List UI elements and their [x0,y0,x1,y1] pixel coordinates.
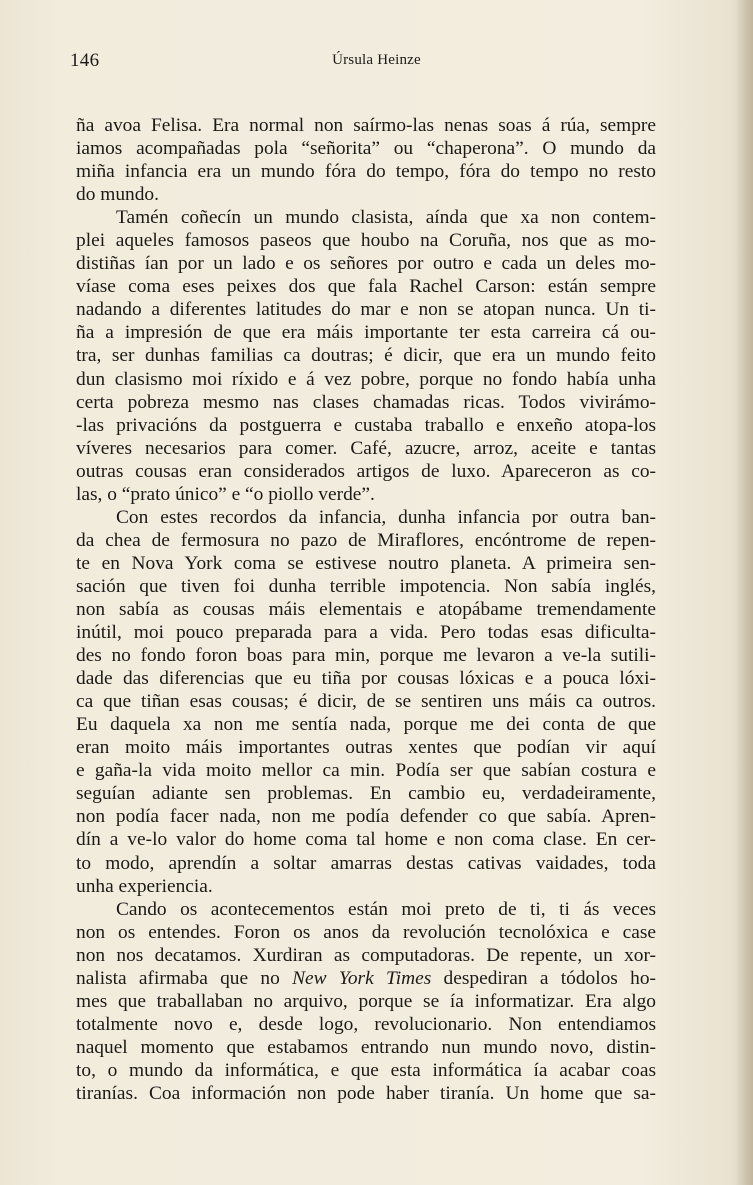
text-line: totalmente novo e, desde logo, revolucionario. Non entendiamos [76,1013,656,1035]
text-line: víase coma eses peixes dos que fala Rachel Carson: están sempre [76,276,656,298]
text-line: miña infancia era un mundo fóra do tempo, fóra do tempo no resto [76,161,656,183]
text-line: distiñas ían por un lado e os señores por outro e cada un deles mo- [76,253,656,275]
text-line: do mundo. [76,184,159,206]
page-edge-shadow [735,0,753,1185]
text-line: non os entendes. Foron os anos da revolución tecnolóxica e case [76,921,656,943]
text-line: nadando a diferentes latitudes do mar e non se atopan nunca. Un ti- [76,299,656,321]
text-line: inútil, moi pouco preparada para a vida. Pero todas esas dificulta- [76,622,656,644]
text-line: des no fondo foron boas para min, porque me levaron a ve-la sutili- [76,645,656,667]
text-line: non sabía as cousas máis elementais e atopábame tremendamente [76,598,656,620]
text-line: iamos acompañadas pola “señorita” ou “chaperona”. O mundo da [76,138,656,160]
paragraph [76,898,656,1105]
text-line: tiranías. Coa información non pode haber tiranía. Un home que sa- [76,1082,656,1104]
text-line: nalista afirmaba que no New York Times despediran a tódolos ho- [76,967,656,989]
page-number: 146 [70,50,100,71]
text-line: víveres necesarios para comer. Café, azucre, arroz, aceite e tantas [76,437,656,459]
text-line: dín a ve-lo valor do home coma tal home e non coma clase. En cer- [76,829,656,851]
running-head [0,50,753,76]
text-line: outras cousas eran considerados artigos de luxo. Apareceron as co- [76,460,656,482]
text-line: Tamén coñecín un mundo clasista, aínda que xa non contem- [116,207,656,229]
text-line: -las privacións da postguerra e custaba traballo e enxeño atopa-los [76,414,656,436]
text-line: ña avoa Felisa. Era normal non saírmo-las nenas soas á rúa, sempre [76,115,656,136]
text-line: tra, ser dunhas familias ca doutras; é dicir, que era un mundo feito [76,345,656,367]
text-line: da chea de fermosura no pazo de Miraflores, encóntrome de repen- [76,529,656,551]
text-line: seguían adiante sen problemas. En cambio eu, verdadeiramente, [76,783,656,805]
text-line: unha experiencia. [76,875,213,897]
paragraph [76,206,656,506]
text-line: naquel momento que estabamos entrando nun mundo novo, distin- [76,1036,656,1058]
text-line: to, o mundo da informática, e que esta informática ía acabar coas [76,1059,656,1081]
text-line: e gaña-la vida moito mellor ca min. Podía ser que sabían costura e [76,760,656,782]
text-line: dade das diferencias que eu tiña por cousas lóxicas e a pouca lóxi- [76,668,656,690]
text-line: mes que traballaban no arquivo, porque se ía informatizar. Era algo [76,990,656,1012]
text-line: Eu daquela xa non me sentía nada, porque me dei conta de que [76,714,656,736]
body-text [76,114,656,1105]
text-line: dun clasismo moi ríxido e á vez pobre, porque no fondo había unha [76,368,656,390]
text-line: Cando os acontecementos están moi preto de ti, ti ás veces [116,898,656,920]
text-line: Con estes recordos da infancia, dunha infancia por outra ban- [116,506,656,528]
text-line: to modo, aprendín a soltar amarras destas cativas vaidades, toda [76,852,656,874]
text-line: ca que tiñan esas cousas; é dicir, de se sentiren uns máis ca outros. [76,691,656,713]
italic-title: New York Times [292,967,432,989]
paragraph [76,506,656,898]
text-line: ña a impresión de que era máis importante ter esta carreira cá ou- [76,322,656,344]
running-title: Úrsula Heinze [332,52,421,68]
text-line: eran moito máis importantes outras xentes que podían vir aquí [76,737,656,759]
text-line: plei aqueles famosos paseos que houbo na Coruña, nos que as mo- [76,230,656,252]
paragraph [76,114,656,206]
text-line: sación que tiven foi dunha terrible impotencia. Non sabía inglés, [76,575,656,597]
text-line: non podía facer nada, non me podía defender co que sabía. Apren- [76,806,656,828]
text-line: certa pobreza mesmo nas clases chamadas ricas. Todos vivirámo- [76,391,656,413]
text-line: non nos decatamos. Xurdiran as computadoras. De repente, un xor- [76,944,656,966]
text-line: te en Nova York coma se estivese noutro planeta. A primeira sen- [76,552,656,574]
text-line: las, o “prato único” e “o piollo verde”. [76,483,375,505]
